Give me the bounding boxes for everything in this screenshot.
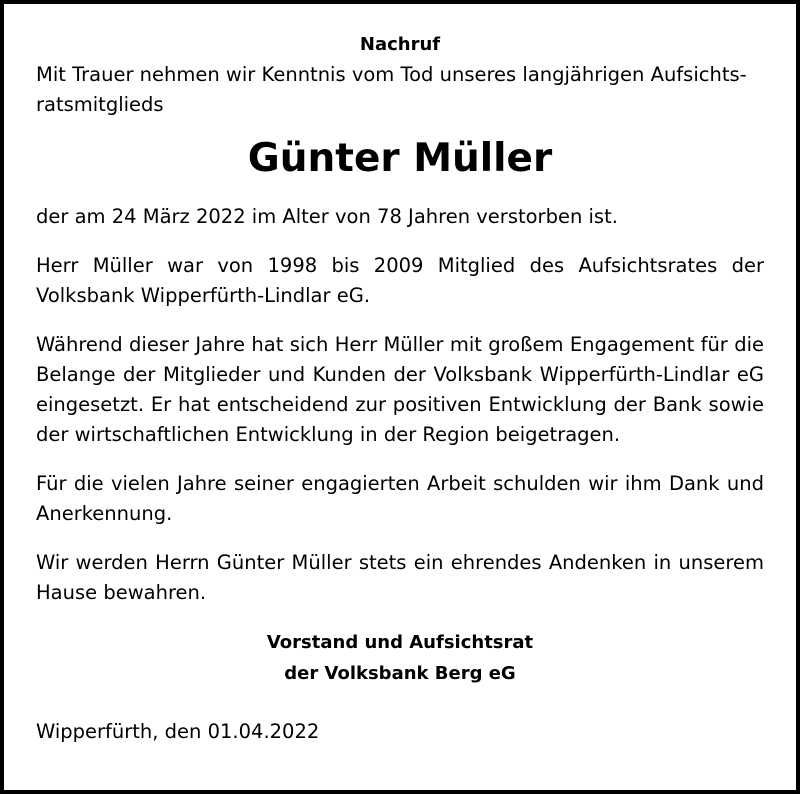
- intro-line-1: Mit Trauer nehmen wir Kenntnis vom Tod unseres langjährigen Aufsichts-: [36, 63, 747, 86]
- signature-line-2: der Volksbank Berg eG: [284, 663, 516, 684]
- signature-block: [36, 627, 764, 689]
- paragraph-engagement: Während dieser Jahre hat sich Herr Müller mit großem Engagement für die Belange der Mitglieder und Kunden der Volksbank Wipperfürth-Lindlar eG eingesetzt. Er hat entscheidend zur positiven Entwicklung der Bank sowie der wirtschaftlichen Entwicklung in der Region beigetragen.: [36, 333, 764, 446]
- obituary-notice: [36, 30, 764, 747]
- deceased-name: Günter Müller: [247, 136, 553, 181]
- paragraph-membership: Herr Müller war von 1998 bis 2009 Mitglied des Aufsichtsrates der Volksbank Wipperfürth-Lindlar eG.: [36, 254, 764, 307]
- paragraph-remembrance: Wir werden Herrn Günter Müller stets ein ehrendes Andenken in unserem Hause bewahren.: [36, 551, 764, 604]
- place-and-date: Wipperfürth, den 01.04.2022: [36, 720, 320, 743]
- paragraph-thanks: Für die vielen Jahre seiner engagierten Arbeit schulden wir ihm Dank und Anerkennung.: [36, 472, 764, 525]
- notice-heading: Nachruf: [359, 34, 441, 55]
- intro-text: [36, 60, 764, 120]
- paragraph-death-date: der am 24 März 2022 im Alter von 78 Jahren verstorben ist.: [36, 205, 618, 228]
- intro-line-2: ratsmitglieds: [36, 93, 164, 116]
- signature-line-1: Vorstand und Aufsichtsrat: [266, 632, 534, 653]
